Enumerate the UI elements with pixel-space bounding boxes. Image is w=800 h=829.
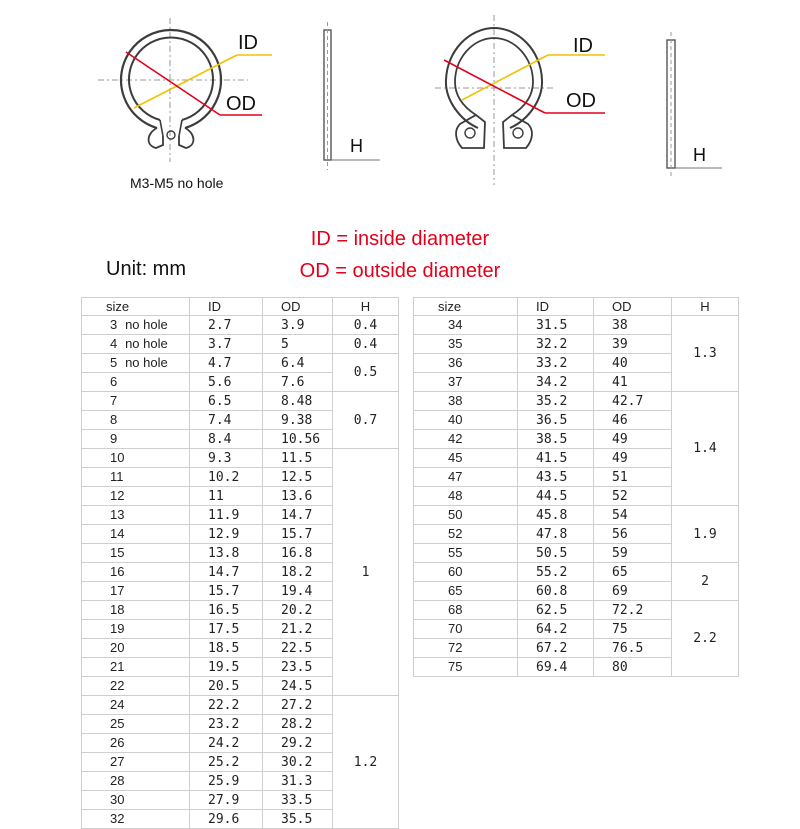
od-cell: 40 <box>594 354 672 373</box>
h-cell: 1.9 <box>672 506 739 563</box>
size-cell <box>82 677 190 696</box>
id-cell: 2.7 <box>190 316 263 335</box>
od-cell: 39 <box>594 335 672 354</box>
od-cell: 80 <box>594 658 672 677</box>
table-row <box>82 335 399 354</box>
size-cell <box>82 791 190 810</box>
size-value: 8 <box>110 412 118 427</box>
size-cell <box>82 468 190 487</box>
od-cell: 6.4 <box>263 354 333 373</box>
size-cell <box>82 639 190 658</box>
od-cell: 42.7 <box>594 392 672 411</box>
size-cell <box>82 810 190 829</box>
size-value: 4 <box>110 336 118 351</box>
id-cell: 34.2 <box>518 373 594 392</box>
table-row <box>414 506 739 525</box>
id-cell: 10.2 <box>190 468 263 487</box>
no-hole-note: no hole <box>125 317 168 332</box>
size-value: 30 <box>110 792 125 807</box>
size-cell <box>82 449 190 468</box>
id-cell: 5.6 <box>190 373 263 392</box>
size-value: 42 <box>448 431 463 446</box>
od-cell: 65 <box>594 563 672 582</box>
od-cell: 31.3 <box>263 772 333 791</box>
od-cell: 10.56 <box>263 430 333 449</box>
size-cell <box>414 506 518 525</box>
size-value: 13 <box>110 507 125 522</box>
size-cell <box>82 487 190 506</box>
size-cell <box>82 734 190 753</box>
circlip-diagrams <box>0 0 800 200</box>
size-value: 15 <box>110 545 125 560</box>
id-cell: 33.2 <box>518 354 594 373</box>
od-cell: 23.5 <box>263 658 333 677</box>
od-cell: 19.4 <box>263 582 333 601</box>
id-cell: 22.2 <box>190 696 263 715</box>
size-value: 21 <box>110 659 125 674</box>
id-cell: 16.5 <box>190 601 263 620</box>
od-definition: OD = outside diameter <box>299 260 501 282</box>
id-cell: 7.4 <box>190 411 263 430</box>
no-hole-note: no hole <box>125 336 168 351</box>
id-cell: 64.2 <box>518 620 594 639</box>
od-cell: 72.2 <box>594 601 672 620</box>
table-row <box>82 392 399 411</box>
id-cell: 25.9 <box>190 772 263 791</box>
header-id: ID <box>190 298 263 316</box>
size-value: 55 <box>448 545 463 560</box>
header-size: size <box>414 298 518 316</box>
h-cell: 1.4 <box>672 392 739 506</box>
id-cell: 8.4 <box>190 430 263 449</box>
od-cell: 75 <box>594 620 672 639</box>
table-row <box>414 563 739 582</box>
od-cell: 33.5 <box>263 791 333 810</box>
od-cell: 3.9 <box>263 316 333 335</box>
table-row <box>414 392 739 411</box>
size-value: 27 <box>110 754 125 769</box>
size-cell <box>82 544 190 563</box>
size-cell <box>414 620 518 639</box>
od-cell: 12.5 <box>263 468 333 487</box>
table-header-row <box>414 298 739 316</box>
od-cell: 9.38 <box>263 411 333 430</box>
size-value: 38 <box>448 393 463 408</box>
size-cell <box>414 316 518 335</box>
id-cell: 23.2 <box>190 715 263 734</box>
header-id: ID <box>518 298 594 316</box>
od-cell: 56 <box>594 525 672 544</box>
id-cell: 41.5 <box>518 449 594 468</box>
od-cell: 24.5 <box>263 677 333 696</box>
id-cell: 25.2 <box>190 753 263 772</box>
size-cell <box>82 753 190 772</box>
id-cell: 43.5 <box>518 468 594 487</box>
size-cell <box>414 354 518 373</box>
size-cell <box>414 525 518 544</box>
size-value: 24 <box>110 697 125 712</box>
size-value: 19 <box>110 621 125 636</box>
h-cell: 0.7 <box>333 392 399 449</box>
size-cell <box>414 373 518 392</box>
id-cell: 35.2 <box>518 392 594 411</box>
size-cell <box>82 506 190 525</box>
id-cell: 14.7 <box>190 563 263 582</box>
size-value: 10 <box>110 450 125 465</box>
id-cell: 15.7 <box>190 582 263 601</box>
id-cell: 4.7 <box>190 354 263 373</box>
size-value: 25 <box>110 716 125 731</box>
h-cell: 2 <box>672 563 739 601</box>
h-cell: 0.5 <box>333 354 399 392</box>
id-definition: ID = inside diameter <box>310 228 490 250</box>
size-cell <box>414 563 518 582</box>
size-value: 75 <box>448 659 463 674</box>
size-value: 50 <box>448 507 463 522</box>
size-value: 28 <box>110 773 125 788</box>
od-cell: 38 <box>594 316 672 335</box>
size-value: 47 <box>448 469 463 484</box>
id-cell: 3.7 <box>190 335 263 354</box>
size-value: 9 <box>110 431 118 446</box>
id-cell: 55.2 <box>518 563 594 582</box>
size-cell <box>414 487 518 506</box>
table-row <box>82 449 399 468</box>
size-value: 16 <box>110 564 125 579</box>
id-cell: 17.5 <box>190 620 263 639</box>
id-cell: 12.9 <box>190 525 263 544</box>
size-value: 3 <box>110 317 118 332</box>
size-cell <box>82 658 190 677</box>
h-label-right: H <box>693 145 706 165</box>
od-cell: 54 <box>594 506 672 525</box>
id-cell: 13.8 <box>190 544 263 563</box>
table-row <box>414 601 739 620</box>
size-value: 12 <box>110 488 125 503</box>
size-cell <box>414 658 518 677</box>
size-cell <box>82 335 190 354</box>
size-value: 17 <box>110 583 125 598</box>
size-cell <box>82 316 190 335</box>
id-cell: 47.8 <box>518 525 594 544</box>
unit-label: Unit: mm <box>106 258 186 280</box>
od-cell: 22.5 <box>263 639 333 658</box>
size-value: 60 <box>448 564 463 579</box>
id-dimension-line-right <box>462 55 548 100</box>
size-cell <box>82 715 190 734</box>
od-cell: 13.6 <box>263 487 333 506</box>
od-cell: 16.8 <box>263 544 333 563</box>
id-cell: 9.3 <box>190 449 263 468</box>
size-cell <box>414 392 518 411</box>
od-cell: 46 <box>594 411 672 430</box>
header-h: H <box>672 298 739 316</box>
size-cell <box>414 582 518 601</box>
id-cell: 50.5 <box>518 544 594 563</box>
no-hole-note: no hole <box>125 355 168 370</box>
spec-table-left <box>81 297 399 829</box>
size-cell <box>82 601 190 620</box>
od-cell: 35.5 <box>263 810 333 829</box>
size-cell <box>414 601 518 620</box>
od-cell: 27.2 <box>263 696 333 715</box>
size-cell <box>414 335 518 354</box>
od-cell: 8.48 <box>263 392 333 411</box>
od-cell: 51 <box>594 468 672 487</box>
od-cell: 11.5 <box>263 449 333 468</box>
id-cell: 38.5 <box>518 430 594 449</box>
od-cell: 21.2 <box>263 620 333 639</box>
id-cell: 11.9 <box>190 506 263 525</box>
id-cell: 29.6 <box>190 810 263 829</box>
id-cell: 20.5 <box>190 677 263 696</box>
id-cell: 62.5 <box>518 601 594 620</box>
large-circlip-drawing <box>435 15 555 185</box>
table-header-row <box>82 298 399 316</box>
size-value: 18 <box>110 602 125 617</box>
header-od: OD <box>263 298 333 316</box>
od-cell: 20.2 <box>263 601 333 620</box>
h-label-left: H <box>350 136 363 156</box>
size-value: 26 <box>110 735 125 750</box>
od-cell: 5 <box>263 335 333 354</box>
od-cell: 49 <box>594 430 672 449</box>
size-value: 68 <box>448 602 463 617</box>
header-od: OD <box>594 298 672 316</box>
od-cell: 18.2 <box>263 563 333 582</box>
size-value: 70 <box>448 621 463 636</box>
size-cell <box>414 468 518 487</box>
table-row <box>414 316 739 335</box>
size-value: 32 <box>110 811 125 826</box>
id-cell: 45.8 <box>518 506 594 525</box>
size-cell <box>82 582 190 601</box>
size-value: 5 <box>110 355 118 370</box>
table-row <box>82 696 399 715</box>
id-label-left: ID <box>238 32 258 54</box>
size-cell <box>414 430 518 449</box>
size-value: 45 <box>448 450 463 465</box>
h-cell: 0.4 <box>333 335 399 354</box>
od-cell: 7.6 <box>263 373 333 392</box>
size-value: 11 <box>110 469 124 484</box>
size-cell <box>414 449 518 468</box>
od-label-left: OD <box>226 93 256 115</box>
id-cell: 11 <box>190 487 263 506</box>
size-value: 52 <box>448 526 463 541</box>
size-cell <box>414 411 518 430</box>
size-value: 40 <box>448 412 463 427</box>
size-value: 20 <box>110 640 125 655</box>
size-cell <box>82 620 190 639</box>
size-cell <box>82 354 190 373</box>
size-cell <box>414 544 518 563</box>
id-cell: 27.9 <box>190 791 263 810</box>
h-cell: 1.2 <box>333 696 399 829</box>
h-cell: 0.4 <box>333 316 399 335</box>
id-cell: 18.5 <box>190 639 263 658</box>
id-cell: 19.5 <box>190 658 263 677</box>
header-h: H <box>333 298 399 316</box>
size-value: 34 <box>448 317 463 332</box>
od-cell: 14.7 <box>263 506 333 525</box>
size-value: 65 <box>448 583 463 598</box>
h-cell: 2.2 <box>672 601 739 677</box>
id-cell: 32.2 <box>518 335 594 354</box>
h-cell: 1.3 <box>672 316 739 392</box>
id-cell: 69.4 <box>518 658 594 677</box>
id-cell: 60.8 <box>518 582 594 601</box>
od-cell: 30.2 <box>263 753 333 772</box>
table-row <box>82 354 399 373</box>
id-cell: 36.5 <box>518 411 594 430</box>
size-cell <box>82 411 190 430</box>
od-cell: 28.2 <box>263 715 333 734</box>
size-value: 7 <box>110 393 118 408</box>
header-size: size <box>82 298 190 316</box>
id-cell: 31.5 <box>518 316 594 335</box>
size-cell <box>82 392 190 411</box>
od-cell: 41 <box>594 373 672 392</box>
spec-table-right <box>413 297 739 677</box>
od-cell: 76.5 <box>594 639 672 658</box>
od-cell: 29.2 <box>263 734 333 753</box>
size-cell <box>82 772 190 791</box>
size-value: 36 <box>448 355 463 370</box>
size-cell <box>82 563 190 582</box>
od-cell: 49 <box>594 449 672 468</box>
size-cell <box>82 696 190 715</box>
id-cell: 44.5 <box>518 487 594 506</box>
od-cell: 69 <box>594 582 672 601</box>
size-value: 48 <box>448 488 463 503</box>
od-label-right: OD <box>566 90 596 112</box>
size-cell <box>82 430 190 449</box>
size-cell <box>414 639 518 658</box>
size-cell <box>82 525 190 544</box>
small-circlip-drawing <box>98 18 248 162</box>
size-cell <box>82 373 190 392</box>
size-value: 37 <box>448 374 463 389</box>
od-cell: 52 <box>594 487 672 506</box>
id-cell: 67.2 <box>518 639 594 658</box>
no-hole-caption: M3-M5 no hole <box>130 175 224 191</box>
id-label-right: ID <box>573 35 593 57</box>
od-cell: 15.7 <box>263 525 333 544</box>
od-cell: 59 <box>594 544 672 563</box>
h-cell: 1 <box>333 449 399 696</box>
size-value: 6 <box>110 374 118 389</box>
size-value: 22 <box>110 678 125 693</box>
size-value: 35 <box>448 336 463 351</box>
size-value: 72 <box>448 640 463 655</box>
id-cell: 24.2 <box>190 734 263 753</box>
table-row <box>82 316 399 335</box>
id-cell: 6.5 <box>190 392 263 411</box>
size-value: 14 <box>110 526 125 541</box>
